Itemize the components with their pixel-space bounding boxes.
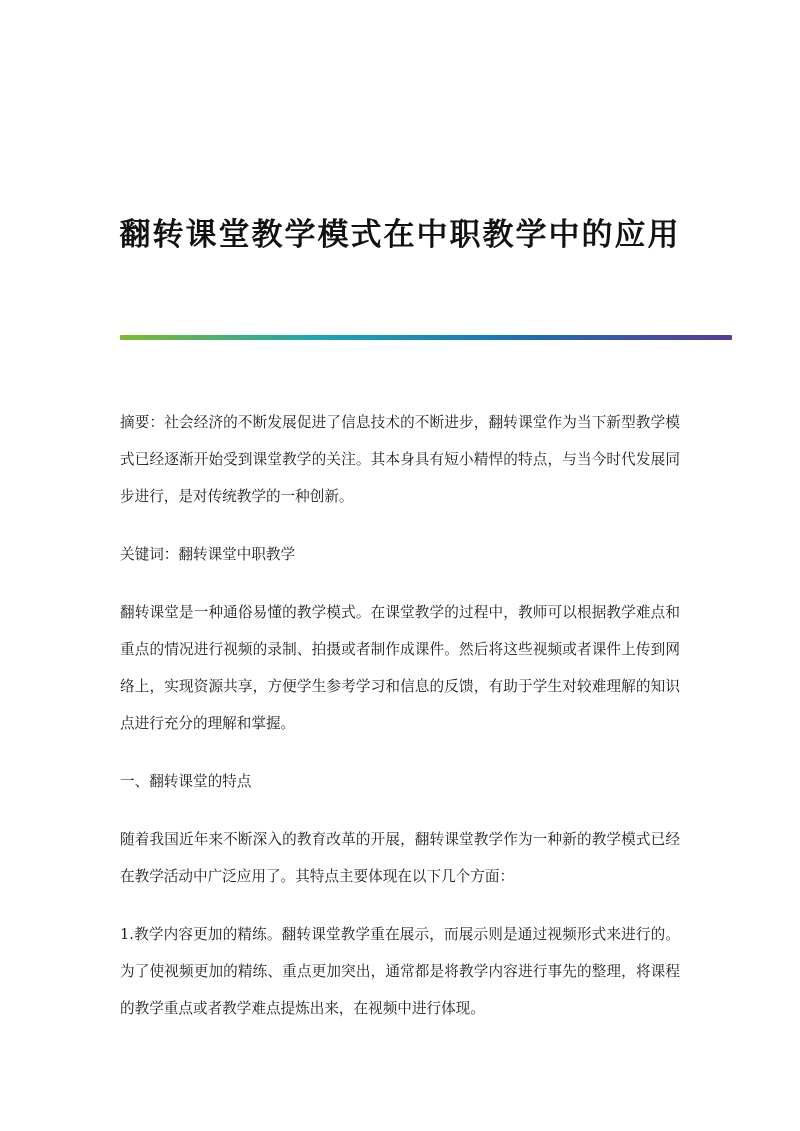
abstract-paragraph: 摘要：社会经济的不断发展促进了信息技术的不断进步，翻转课堂作为当下新型教学模式已经逐渐开始受到课堂教学的关注。其本身具有短小精悍的特点，与当今时代发展同步进行，是对传统教学的一种创新。 [120, 414, 680, 505]
document-body [120, 404, 680, 1048]
section-intro-paragraph: 随着我国近年来不断深入的教育改革的开展，翻转课堂教学作为一种新的教学模式已经在教学活动中广泛应用了。其特点主要体现在以下几个方面： [120, 831, 680, 885]
intro-paragraph: 翻转课堂是一种通俗易懂的教学模式。在课堂教学的过程中，教师可以根据教学难点和重点的情况进行视频的录制、拍摄或者制作成课件。然后将这些视频或者课件上传到网络上，实现资源共享，方便学生参考学习和信息的反馈，有助于学生对较难理解的知识点进行充分的理解和掌握。 [120, 604, 680, 732]
keywords-paragraph: 关键词：翻转课堂中职教学 [120, 546, 296, 563]
document-title: 翻转课堂教学模式在中职教学中的应用 [119, 216, 681, 253]
title-divider [120, 335, 732, 340]
point-paragraph: 1.教学内容更加的精练。翻转课堂教学重在展示，而展示则是通过视频形式来进行的。为了使视频更加的精练、重点更加突出，通常都是将教学内容进行事先的整理，将课程的教学重点或者教学难点提炼出来，在视频中进行体现。 [120, 926, 680, 1017]
section-heading: 一、翻转课堂的特点 [120, 773, 252, 790]
